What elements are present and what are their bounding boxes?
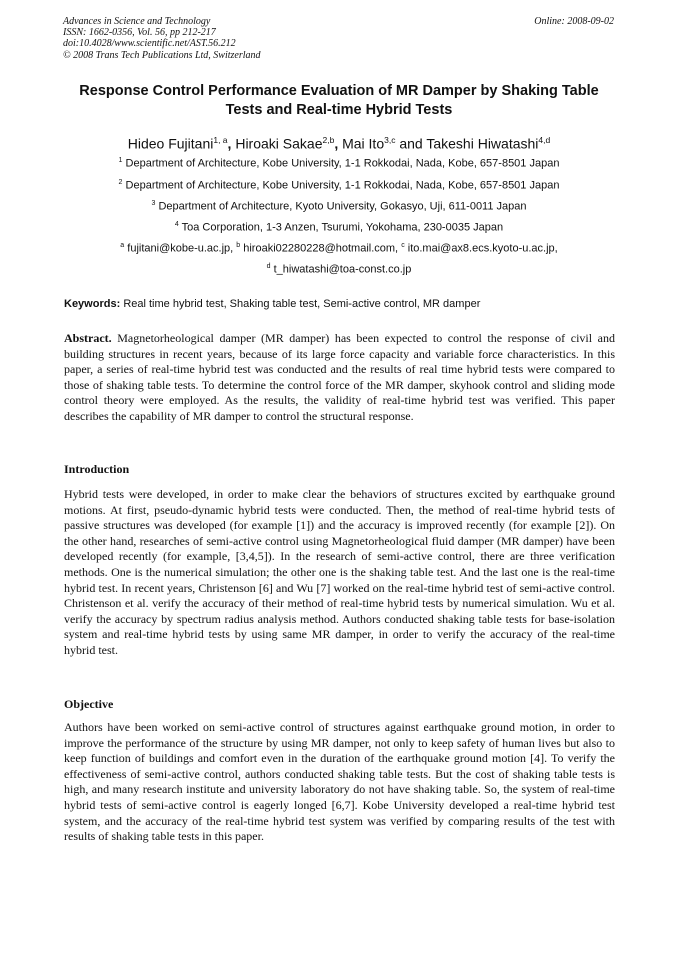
objective-paragraph: Authors have been worked on semi-active control of structures against earthquake ground motion, in order to improve the performance of the structure by using MR damper, not only to keep safety of human lives but also to keep function of buildings and comfort even in the duration of the earthquake ground motion [4]. To verify the effectiveness of semi-active control, authors conducted shaking table tests. But the cost of shaking table tests is high, and many research institute and university laboratory do not have shaking table. So, the system of real-time hybrid tests of semi-active control is eagerly longed [6,7]. Kobe University developed a real-time hybrid test system, and the accuracy of the real-time hybrid test system was verified by comparing results of the test with results of shaking table tests in this paper. [64,720,615,844]
journal-name: Advances in Science and Technology [63,16,211,27]
affiliation-2 [40,179,638,192]
affiliation-mark: 4 [174,221,179,228]
section-heading-objective: Objective [64,697,114,711]
email-mark: b [236,242,241,249]
email-line-1 [40,242,638,255]
affiliation-mark: 2 [118,179,123,186]
issn-line: ISSN: 1662-0356, Vol. 56, pp 212-217 [63,27,216,39]
email-address[interactable]: hiroaki02280228@hotmail.com, [243,242,399,255]
keywords-text: Real time hybrid test, Shaking table test, Semi-active control, MR damper [123,298,481,310]
author-list [40,131,638,153]
affiliation-3 [40,200,638,213]
email-address[interactable]: t_hiwatashi@toa-const.co.jp [273,263,412,276]
copyright-line: © 2008 Trans Tech Publications Ltd, Switzerland [63,49,261,61]
affiliation-text: Department of Architecture, Kobe University, 1-1 Rokkodai, Nada, Kobe, 657-8501 Japan [125,157,560,170]
introduction-paragraph: Hybrid tests were developed, in order to make clear the behaviors of structures excited by earthquake ground motions. At first, pseudo-dynamic hybrid tests were conducted. Then, the method of real-time hybrid tests of passive structures was developed (for example [1]) and the accuracy is improved recently (for example [2]). On the other hand, researches of semi-active control using Magnetorheological fluid damper (MR damper) have been developed recently (for example, [3,4,5]). In the research of semi-active control, there are three verification methods. One is the numerical simulation; the other one is the shaking table test. And the last one is the real-time hybrid test. In recent years, Christenson [6] and Wu [7] worked on the real-time hybrid test of semi-active control. Christenson et al. verify the accuracy of their method of real-time hybrid tests by numerical simulation. Wu et al. verify the accuracy by spectrum radius analysis method. Authors conducted shaking table tests for base-isolation system and real-time hybrid tests by using same MR damper, in order to verify the accuracy of the real-time hybrid test. [64,487,615,657]
abstract-text: Magnetorheological damper (MR damper) has been expected to control the response of civil and building structures in recent years, because of its large force capacity and variable force characteristics. In this paper, a series of real-time hybrid test was conducted and the results of real time hybrid tests were compared to those of shaking table tests. To determine the control force of the MR damper, skyhook control and sliding mode control theory were employed. As the results, the validity of real-time hybrid test was verified. This paper describes the capability of MR damper to control the structural response. [64,331,615,423]
paper-title: Response Control Performance Evaluation of MR Damper by Shaking Table Tests and Real-time Hybrid Tests [79,83,599,118]
author-affiliation-mark: 4,d [538,135,551,145]
journal-header [63,16,261,61]
author-name: Takeshi Hiwatashi [426,135,539,152]
keywords-line [64,298,480,310]
email-line-2 [40,263,638,276]
author-name: Hiroaki Sakae [235,135,323,152]
author-affiliation-mark: 1, a [213,135,228,145]
author-affiliation-mark: 2,b [322,135,335,145]
affiliation-text: Toa Corporation, 1-3 Anzen, Tsurumi, Yokohama, 230-0035 Japan [181,221,504,234]
author-name: Mai Ito [342,135,385,152]
email-mark: a [120,242,125,249]
online-date: Online: 2008-09-02 [534,16,614,27]
author-name: Hideo Fujitani [127,135,214,152]
email-mark: d [266,263,271,270]
abstract-label: Abstract. [64,331,112,345]
section-heading-introduction: Introduction [64,462,130,476]
keywords-label: Keywords: [64,298,121,310]
affiliation-4 [40,221,638,234]
email-address[interactable]: ito.mai@ax8.ecs.kyoto-u.ac.jp, [407,242,558,255]
email-address[interactable]: fujitani@kobe-u.ac.jp, [127,242,234,255]
affiliation-mark: 1 [118,157,123,164]
author-separator: , [227,135,236,152]
affiliation-text: Department of Architecture, Kyoto University, Gokasyo, Uji, 611-0011 Japan [158,200,527,213]
author-separator: and [395,135,427,152]
affiliation-1 [40,157,638,170]
doi-line: doi:10.4028/www.scientific.net/AST.56.212 [63,38,236,50]
author-separator: , [334,135,343,152]
affiliation-mark: 3 [151,200,156,207]
email-mark: c [401,242,405,249]
abstract-paragraph [64,331,615,425]
author-affiliation-mark: 3,c [384,135,396,145]
affiliation-text: Department of Architecture, Kobe University, 1-1 Rokkodai, Nada, Kobe, 657-8501 Japan [125,179,560,192]
